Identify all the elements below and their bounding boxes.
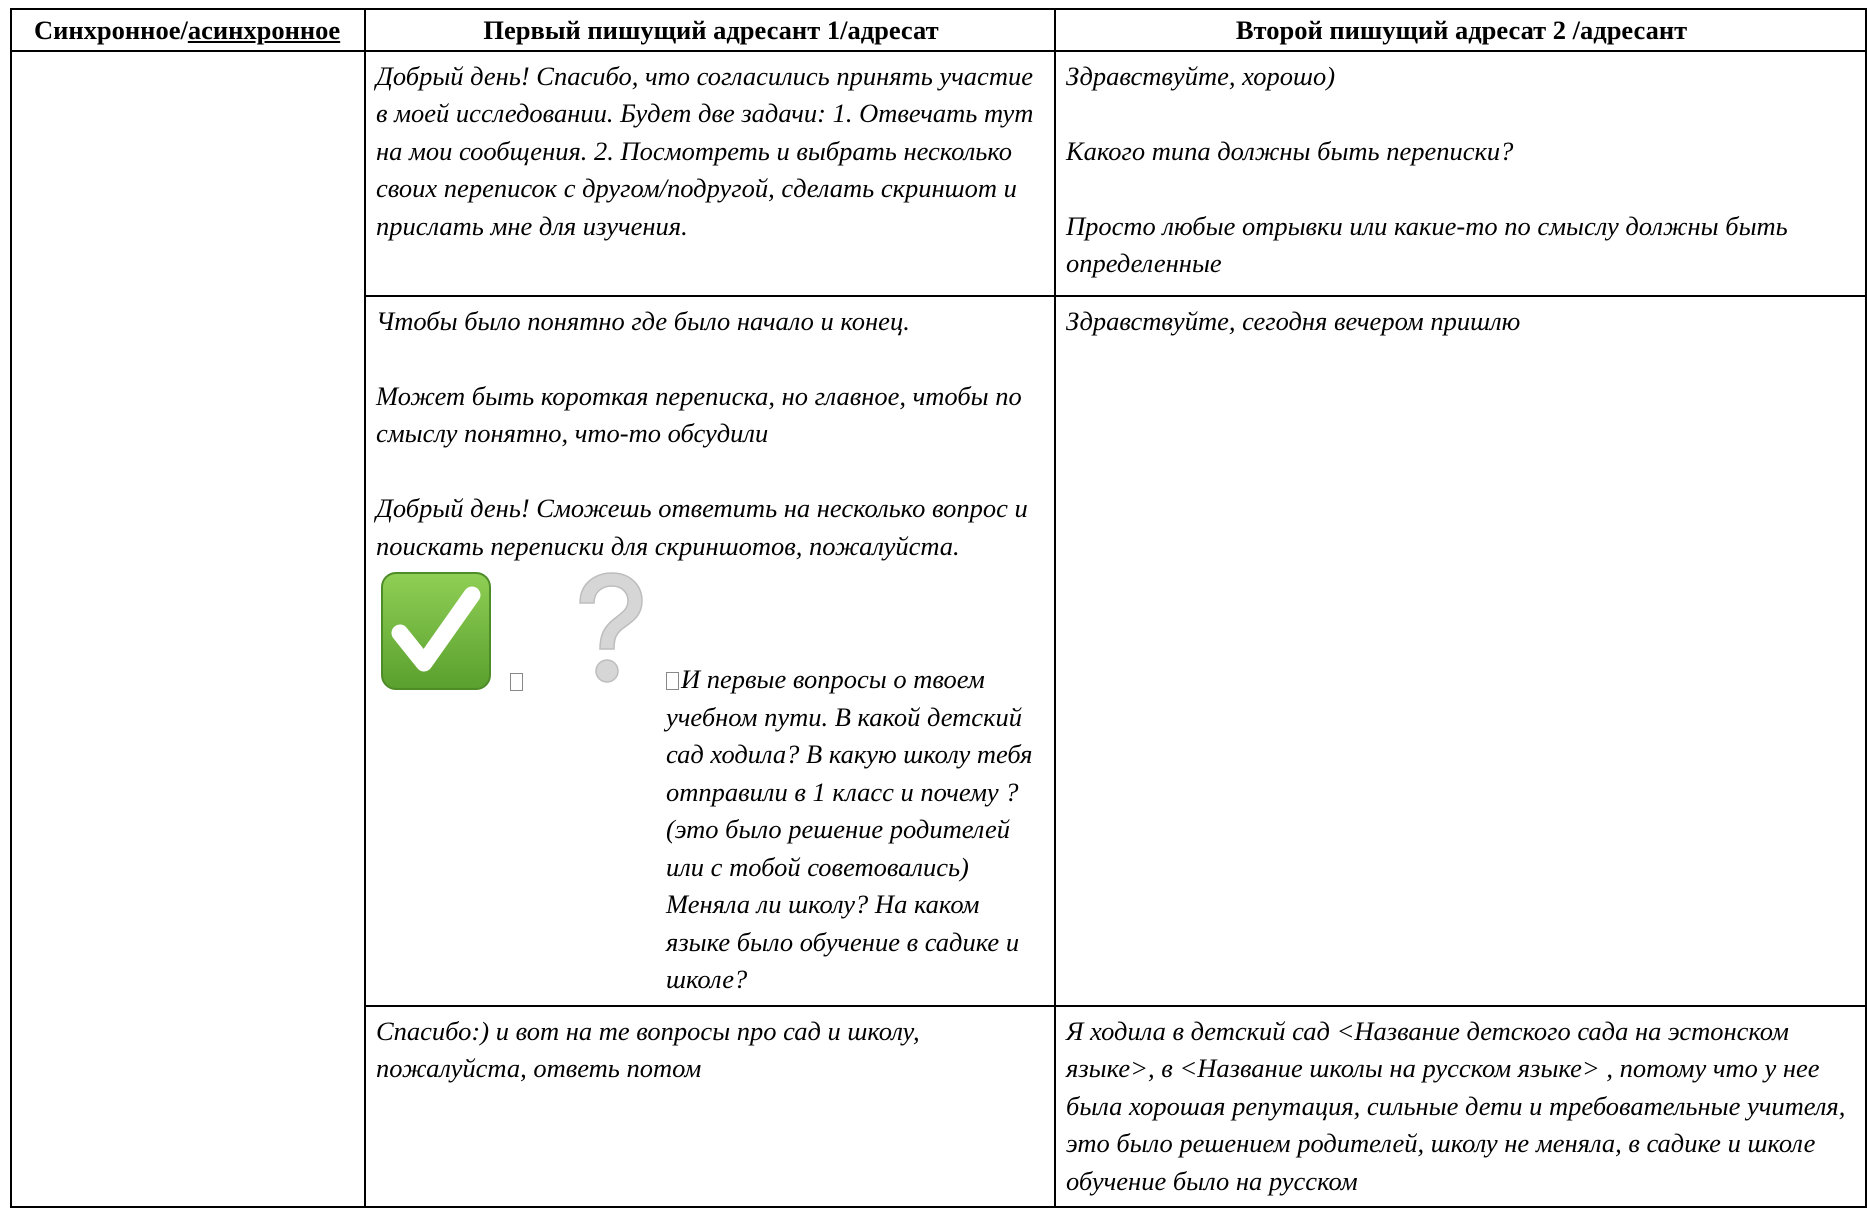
header-addressee-2: Второй пишущий адресат 2 /адресант	[1055, 9, 1866, 51]
header-sync-async	[11, 9, 365, 51]
header-async-label: асинхронное	[187, 15, 341, 45]
missing-glyph-box	[510, 673, 523, 691]
table-row	[11, 51, 1866, 296]
message-text: Я ходила в детский сад <Название детского сада на эстонском языке>, в <Название школы на русском языке> , потому что у нее была хорошая репутация, сильные дети и требовательные учителя, это было решением родителей, школу не меняла, в садике и школе обучение было на русском	[1066, 1015, 1852, 1196]
message-text: Какого типа должны быть переписки?	[1066, 135, 1514, 166]
message-text: Здравствуйте, сегодня вечером пришлю	[1066, 305, 1521, 336]
header-addresser-1: Первый пишущий адресант 1/адресат	[365, 9, 1055, 51]
message-text: Здравствуйте, хорошо)	[1066, 60, 1336, 91]
header-sync-label: Синхронное/	[34, 15, 188, 45]
message-cell-addressee	[1055, 51, 1866, 296]
message-text: Может быть короткая переписка, но главное, чтобы по смыслу понятно, что-то обсудили	[376, 380, 1029, 448]
sync-async-cell	[11, 51, 365, 1208]
header-row	[11, 9, 1866, 51]
emoji-caption-line	[376, 661, 1046, 999]
message-text: Спасибо:) и вот на те вопросы про сад и школу, пожалуйста, ответь потом	[376, 1015, 927, 1083]
continuation-line	[376, 661, 1046, 999]
dialog-table	[10, 8, 1867, 1208]
message-cell-addresser	[365, 296, 1055, 1006]
message-text: И первые вопросы о твоем учебном пути. В какой детский сад ходила? В какую школу тебя отправили в 1 класс и почему ?(это было решение родителей или с тобой советовались) Меняла ли школу? На каком языке было обучение в садике и школе?	[666, 664, 1033, 994]
message-cell-addressee	[1055, 296, 1866, 1006]
message-text: Чтобы было понятно где было начало и конец.	[376, 305, 910, 336]
message-cell-addresser	[365, 1006, 1055, 1208]
message-text: Просто любые отрывки или какие-то по смыслу должны быть определенные	[1066, 210, 1795, 278]
missing-glyph-box	[666, 672, 679, 690]
message-cell-addressee	[1055, 1006, 1866, 1208]
message-cell-addresser	[365, 51, 1055, 296]
message-text: Добрый день! Спасибо, что согласились принять участие в моей исследовании. Будет две задачи: 1. Отвечать тут на мои сообщения. 2. Посмотреть и выбрать несколько своих переписок с другом/подругой, сделать скриншот и прислать мне для изучения.	[376, 60, 1040, 241]
message-text: Добрый день! Сможешь ответить на несколько вопрос и поискать переписки для скриншотов, пожалуйста.	[376, 493, 1035, 561]
